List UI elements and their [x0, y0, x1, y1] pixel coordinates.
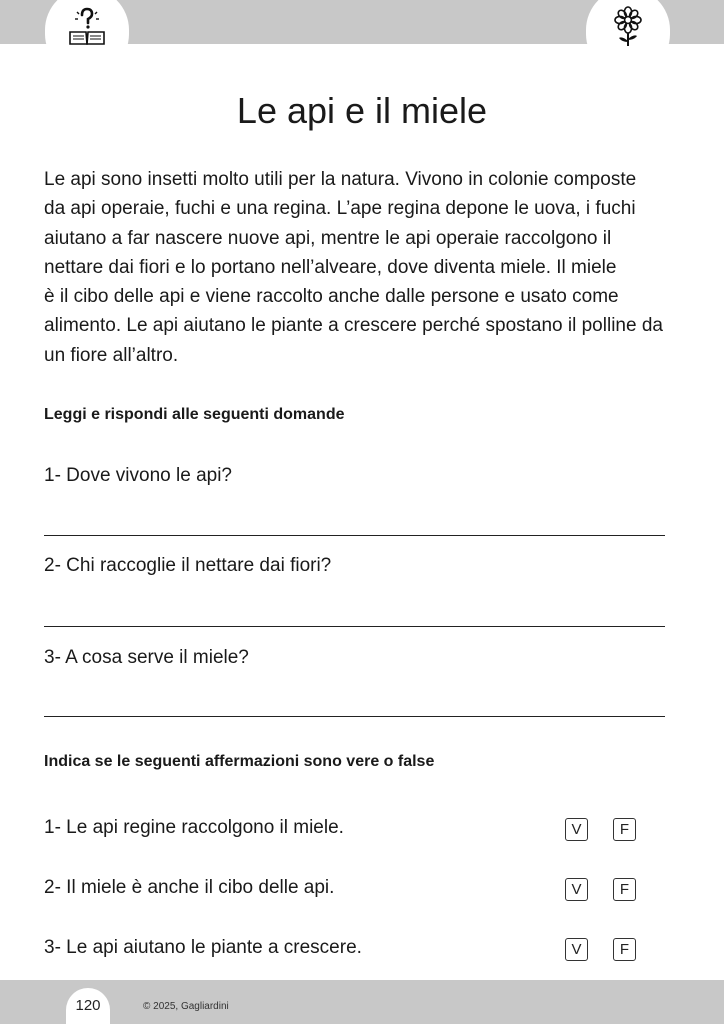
true-false-heading: Indica se le seguenti affermazioni sono vere o false: [44, 753, 435, 770]
questions-heading: Leggi e rispondi alle seguenti domande: [44, 406, 345, 423]
question-2: 2- Chi raccoglie il nettare dai fiori?: [44, 555, 332, 576]
false-box-2[interactable]: F: [613, 878, 636, 901]
false-box-3[interactable]: F: [613, 938, 636, 961]
intro-line: un fiore all’altro.: [44, 344, 179, 366]
question-3: 3- A cosa serve il miele?: [44, 647, 249, 668]
intro-line: aiutano a far nascere nuove api, mentre le api operaie raccolgono il: [44, 227, 612, 249]
true-box-2[interactable]: V: [565, 878, 588, 901]
intro-line: Le api sono insetti molto utili per la natura. Vivono in colonie composte: [44, 169, 637, 190]
book-question-icon: [67, 6, 107, 46]
answer-line-3[interactable]: [44, 716, 665, 717]
page-number: 120: [75, 997, 101, 1014]
question-1: 1- Dove vivono le api?: [44, 465, 232, 486]
answer-line-1[interactable]: [44, 535, 665, 536]
flower-icon: [612, 6, 644, 46]
header-badge-left: [45, 0, 129, 76]
intro-paragraph: [44, 165, 680, 370]
true-false-row-1: [44, 815, 664, 843]
intro-line: da api operaie, fuchi e una regina. L’ape regina depone le uova, i fuchi: [44, 198, 636, 220]
true-false-row-2: [44, 875, 664, 903]
true-box-1[interactable]: V: [565, 818, 588, 841]
header-badge-right: [586, 0, 670, 76]
statement-3: 3- Le api aiutano le piante a crescere.: [44, 937, 362, 958]
intro-line: alimento. Le api aiutano le piante a crescere perché spostano il polline da: [44, 315, 663, 337]
statement-1: 1- Le api regine raccolgono il miele.: [44, 817, 344, 838]
statement-2: 2- Il miele è anche il cibo delle api.: [44, 877, 335, 898]
copyright-text: © 2025, Gagliardini: [143, 1001, 229, 1012]
true-false-row-3: [44, 935, 664, 963]
page-title: Le api e il miele: [236, 90, 488, 131]
true-box-3[interactable]: V: [565, 938, 588, 961]
answer-line-2[interactable]: [44, 626, 665, 627]
intro-line: è il cibo delle api e viene raccolto anche dalle persone e usato come: [44, 286, 619, 308]
intro-line: nettare dai fiori e lo portano nell’alveare, dove diventa miele. Il miele: [44, 256, 617, 278]
false-box-1[interactable]: F: [613, 818, 636, 841]
